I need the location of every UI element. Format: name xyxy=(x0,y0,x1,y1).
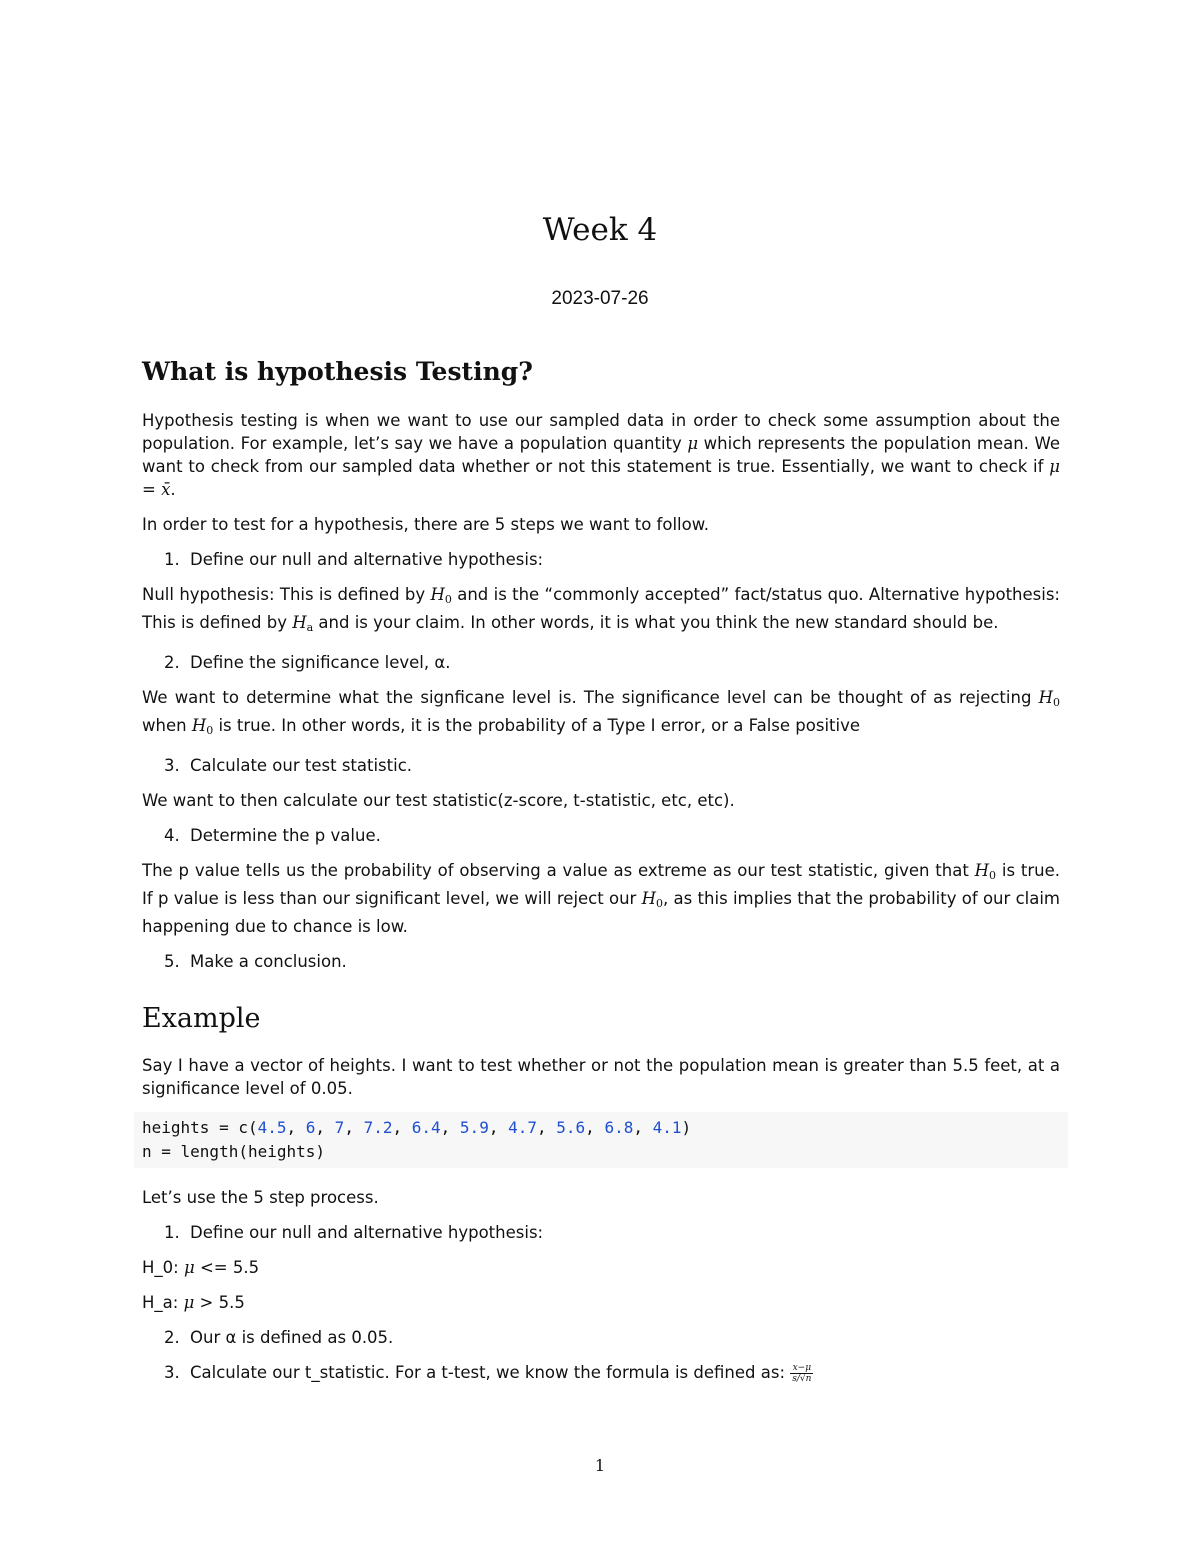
example-step-2: 2. Our α is defined as 0.05. xyxy=(164,1327,394,1347)
page-date: 2023-07-26 xyxy=(551,288,649,309)
code-separator: , xyxy=(537,1117,557,1137)
example-step-3: 3. Calculate our t_statistic. For a t-test, we know the formula is defined as: $\frac{x-\mu}{s/√n}$ xyxy=(164,1362,812,1384)
page-number: 1 xyxy=(594,1456,606,1475)
significance-paragraph: We want to determine what the signficane level is. The significance level can be thought of as rejecting $H_0$ when $H_0$ is true. In other words, it is the probability of a Type I error, or a False positive xyxy=(142,687,1060,737)
code-number: 4.5 xyxy=(257,1117,287,1137)
code-number: 6.8 xyxy=(604,1117,634,1137)
code-separator: , xyxy=(392,1117,412,1137)
t-statistic-formula: $\frac{x-\mu}{s/√n}$ xyxy=(792,1362,812,1384)
code-separator: , xyxy=(440,1117,460,1137)
code-separator: , xyxy=(488,1117,509,1137)
intro-paragraph: Hypothesis testing is when we want to use our sampled data in order to check some assumption about the population. For example, let’s say we have a population quantity μ which represents the population mean. We want to check from our sampled data whether or not this statement is true. Essentially, we want to check if μ = x̄. xyxy=(142,410,1061,499)
process-intro: Let’s use the 5 step process. xyxy=(142,1187,379,1207)
page-title: Week 4 xyxy=(542,212,658,248)
test-statistic-paragraph: We want to then calculate our test statistic(z-score, t-statistic, etc, etc). xyxy=(142,790,735,810)
step-5: 5. Make a conclusion. xyxy=(164,951,347,971)
code-number: 4.1 xyxy=(652,1117,682,1137)
code-number: 4.7 xyxy=(508,1117,537,1137)
alt-hypothesis-line: H_a: μ > 5.5 xyxy=(142,1292,245,1312)
step-4: 4. Determine the p value. xyxy=(164,825,381,845)
step-3: 3. Calculate our test statistic. xyxy=(164,755,413,775)
code-separator: , xyxy=(286,1117,306,1137)
code-line-1: heights = c(4.5, 6, 7, 7.2, 6.4, 5.9, 4.7, 5.6, 6.8, 4.1) xyxy=(142,1117,692,1137)
null-hypothesis-line: H_0: μ <= 5.5 xyxy=(142,1257,260,1277)
code-number: 7.2 xyxy=(363,1117,393,1137)
step-1: 1. Define our null and alternative hypothesis: xyxy=(164,549,544,569)
code-separator: , xyxy=(315,1117,335,1137)
code-line-2: n = length(heights) xyxy=(142,1141,326,1161)
example-step-1: 1. Define our null and alternative hypothesis: xyxy=(164,1222,544,1242)
code-number: 7 xyxy=(334,1117,345,1137)
document-body xyxy=(142,356,1060,1396)
code-number: 5.9 xyxy=(459,1117,489,1137)
code-separator: , xyxy=(585,1117,605,1137)
p-value-paragraph: The p value tells us the probability of observing a value as extreme as our test statistic, given that $H_0$ is true. If p value is less than our significant level, we will reject our $H_0$, as this implies that the probability of our claim happening due to chance is low. xyxy=(142,860,1060,936)
code-number: 6.4 xyxy=(411,1117,441,1137)
section-heading-hypothesis: What is hypothesis Testing? xyxy=(142,357,533,386)
step-2: 2. Define the significance level, α. xyxy=(164,652,451,672)
code-number: 6 xyxy=(305,1117,316,1137)
code-number: 5.6 xyxy=(556,1117,586,1137)
steps-intro: In order to test for a hypothesis, there are 5 steps we want to follow. xyxy=(142,514,709,534)
code-block xyxy=(134,1112,1068,1168)
code-separator: , xyxy=(344,1117,364,1137)
code-separator: , xyxy=(633,1117,653,1137)
null-alt-paragraph: Null hypothesis: This is defined by $H_0$ and is the “commonly accepted” fact/status quo. Alternative hypothesis: This is defined by $H_a$ and is your claim. In other words, it is what you think the new standard should be. xyxy=(142,584,1060,634)
section-heading-example: Example xyxy=(142,1002,261,1034)
example-intro: Say I have a vector of heights. I want to test whether or not the population mean is greater than 5.5 feet, at a significance level of 0.05. xyxy=(142,1055,1060,1098)
